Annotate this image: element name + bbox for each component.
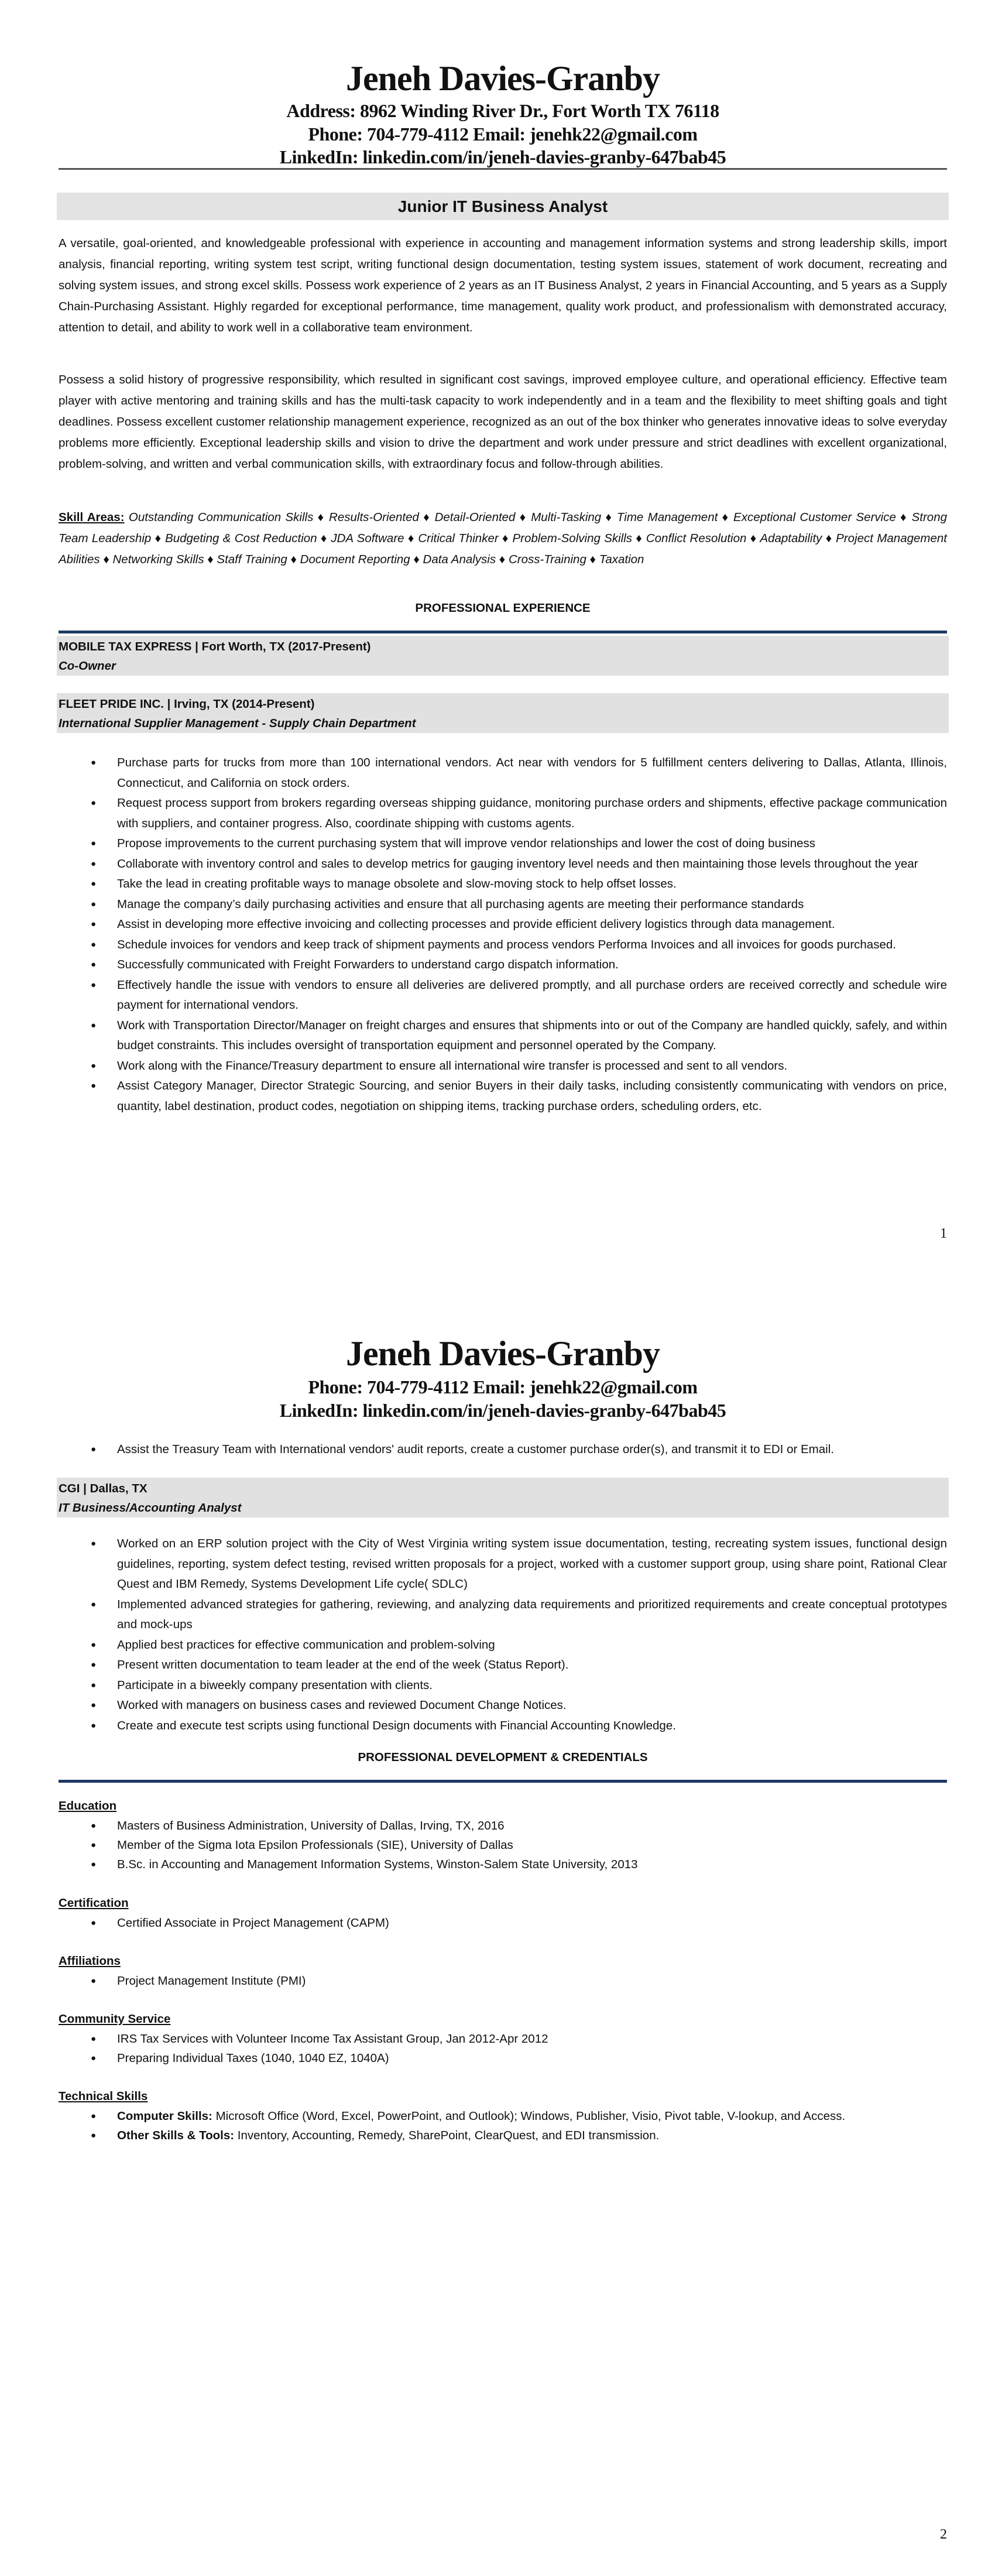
list-item: ● Request process support from brokers regarding overseas shipping guidance, monitoring purchase orders and shipments, effective package communication with suppliers, and container progress. Also, coordinate shipping with customs agents. (59, 793, 947, 834)
item-label: Other Skills & Tools: (117, 2129, 235, 2142)
list-item: ● Work with Transportation Director/Manager on freight charges and ensures that shipments into or out of the Company are handled quickly, safely, and within budget constraints. This includes oversight of transportation equipment and personnel operated by the Company. (59, 1016, 947, 1056)
list-item: ● Project Management Institute (PMI) (59, 1971, 947, 1991)
list-item: ● IRS Tax Services with Volunteer Income Tax Assistant Group, Jan 2012-Apr 2012 (59, 2029, 947, 2049)
list-item: ● Implemented advanced strategies for gathering, reviewing, and analyzing data requirements and prioritized requirements and create conceptual prototypes and mock-ups (59, 1595, 947, 1635)
address: Address: 8962 Winding River Dr., Fort Worth TX 76118 (286, 100, 719, 121)
community-list (59, 2029, 947, 2068)
linkedin: LinkedIn: linkedin.com/in/jeneh-davies-granby-647bab45 (279, 1400, 726, 1421)
company: CGI | Dallas, TX (59, 1482, 147, 1495)
job-title-banner: Junior IT Business Analyst (57, 193, 949, 220)
list-item: ● Work along with the Finance/Treasury department to ensure all international wire transfer is processed and sent to all vendors. (59, 1056, 947, 1077)
list-item: ● Participate in a biweekly company presentation with clients. (59, 1676, 947, 1696)
list-item: ● Propose improvements to the current purchasing system that will improve vendor relationships and lower the cost of doing business (59, 834, 947, 854)
education-label: Education (59, 1799, 117, 1813)
company: FLEET PRIDE INC. | Irving, TX (2014-Present) (59, 697, 315, 711)
community-label: Community Service (59, 2012, 171, 2026)
role: International Supplier Management - Supply Chain Department (59, 717, 416, 730)
certification-section (59, 1893, 947, 1933)
affiliations-section (59, 1951, 947, 1991)
phone-email: Phone: 704-779-4112 Email: jenehk22@gmail.com (308, 1376, 698, 1397)
fleet-pride-bullets (59, 753, 947, 1116)
credentials-divider (59, 1780, 947, 1783)
job-header-fleet-pride (57, 693, 949, 733)
summary-paragraph-1: A versatile, goal-oriented, and knowledgeable professional with experience in accounting and management information systems and strong leadership skills, import analysis, financial reporting, writing system test script, writing functional design documentation, testing system issues, statement of work document, recreating and solving system issues, and strong excel skills. Possess work experience of 2 years as an IT Business Analyst, 2 years in Financial Accounting, and 5 years as a Supply Chain-Purchasing Assistant. Highly regarded for exceptional performance, time management, quality work product, and professionalism with demonstrated accuracy, attention to detail, and ability to work well in a collaborative team environment. (59, 237, 947, 334)
credentials-heading: PROFESSIONAL DEVELOPMENT & CREDENTIALS (358, 1751, 648, 1764)
item-text: Inventory, Accounting, Remedy, SharePoint, ClearQuest, and EDI transmission. (234, 2129, 660, 2142)
list-item: ● Masters of Business Administration, University of Dallas, Irving, TX, 2016 (59, 1816, 947, 1835)
experience-divider (59, 631, 947, 633)
role: IT Business/Accounting Analyst (59, 1501, 242, 1515)
list-item (59, 2126, 947, 2145)
experience-heading: PROFESSIONAL EXPERIENCE (415, 601, 591, 615)
education-list (59, 1816, 947, 1874)
list-item: ● Take the lead in creating profitable ways to manage obsolete and slow-moving stock to help offset losses. (59, 874, 947, 895)
list-item: ● Successfully communicated with Freight Forwarders to understand cargo dispatch information. (59, 955, 947, 975)
job-header-cgi (57, 1478, 949, 1517)
summary-paragraph-2: Possess a solid history of progressive responsibility, which resulted in significant cost savings, improved employee culture, and operational efficiency. Effective team player with active mentoring and training skills and has the multi-task capacity to work independently and in a team and the flexibility to meet shifting goals and tight deadlines. Possess excellent customer relationship management experience, recognized as an out of the box thinker who generates innovative ideas to solve everyday problems more efficiently. Exceptional leadership skills and vision to drive the department and work under pressure and strict deadlines with excellent organizational, problem-solving, and written and verbal communication skills, with extraordinary focus and follow-through abilities. (59, 373, 947, 471)
fleet-pride-bullets-continued (59, 1440, 947, 1460)
technical-label: Technical Skills (59, 2089, 148, 2103)
item-text: Microsoft Office (Word, Excel, PowerPoint, and Outlook); Windows, Publisher, Visio, Pivot table, V-lookup, and Access. (212, 2109, 846, 2123)
certification-list (59, 1913, 947, 1933)
cgi-bullets (59, 1534, 947, 1736)
list-item: ● Collaborate with inventory control and sales to develop metrics for gauging inventory level needs and then maintaining those levels throughout the year (59, 854, 947, 875)
list-item: ● Effectively handle the issue with vendors to ensure all deliveries are delivered promptly, and all purchase orders are received correctly and schedule wire payment for international vendors. (59, 975, 947, 1016)
affiliations-label: Affiliations (59, 1954, 121, 1968)
community-section (59, 2009, 947, 2068)
education-section (59, 1796, 947, 1874)
list-item: ● Schedule invoices for vendors and keep track of shipment payments and process vendors Performa Invoices and all invoices for goods purchased. (59, 935, 947, 955)
page-number: 1 (940, 1226, 947, 1241)
linkedin: LinkedIn: linkedin.com/in/jeneh-davies-granby-647bab45 (279, 146, 726, 167)
phone-email: Phone: 704-779-4112 Email: jenehk22@gmail.com (308, 124, 698, 145)
skill-areas-label: Skill Areas: (59, 511, 125, 524)
technical-section (59, 2087, 947, 2145)
technical-list (59, 2106, 947, 2145)
list-item: ● Member of the Sigma Iota Epsilon Professionals (SIE), University of Dallas (59, 1835, 947, 1855)
list-item: ● Assist the Treasury Team with International vendors' audit reports, create a customer purchase order(s), and transmit it to EDI or Email. (59, 1440, 947, 1460)
list-item: ● Purchase parts for trucks from more than 100 international vendors. Act near with vendors for 5 fulfillment centers delivering to Dallas, Atlanta, Illinois, Connecticut, and California on stock orders. (59, 753, 947, 793)
candidate-name: Jeneh Davies-Granby (346, 59, 660, 98)
list-item: ● Present written documentation to team leader at the end of the week (Status Report). (59, 1655, 947, 1676)
list-item: ● Worked on an ERP solution project with the City of West Virginia writing system issue documentation, testing, recreating system issues, functional design guidelines, reporting, system defect testing, revised written proposals for a project, worked with a customer support group, using share point, Rational Clear Quest and IBM Remedy, Systems Development Life cycle( SDLC) (59, 1534, 947, 1595)
certification-label: Certification (59, 1896, 129, 1910)
list-item: ● Applied best practices for effective communication and problem-solving (59, 1635, 947, 1656)
list-item: ● B.Sc. in Accounting and Management Information Systems, Winston-Salem State University, 2013 (59, 1855, 947, 1874)
item-label: Computer Skills: (117, 2109, 212, 2123)
role: Co-Owner (59, 659, 116, 673)
skill-areas-list: Outstanding Communication Skills ♦ Results-Oriented ♦ Detail-Oriented ♦ Multi-Tasking ♦ Time Management ♦ Exceptional Customer Service ♦ Strong Team Leadership ♦ Budgeting & Cost Reduction ♦ JDA Software ♦ Critical Thinker ♦ Problem-Solving Skills ♦ Conflict Resolution ♦ Adaptability ♦ Project Management Abilities ♦ Networking Skills ♦ Staff Training ♦ Document Reporting ♦ Data Analysis ♦ Cross-Training ♦ Taxation (59, 511, 947, 566)
list-item: ● Preparing Individual Taxes (1040, 1040 EZ, 1040A) (59, 2049, 947, 2068)
list-item: ● Create and execute test scripts using functional Design documents with Financial Accounting Knowledge. (59, 1716, 947, 1736)
job-header-mobile-tax (57, 636, 949, 676)
list-item: ● Assist Category Manager, Director Strategic Sourcing, and senior Buyers in their daily tasks, including consistently communicating with vendors on price, quantity, label destination, product codes, negotiation on shipping items, tracking purchase orders, scheduling orders, etc. (59, 1076, 947, 1116)
page-number: 2 (940, 2527, 947, 2542)
list-item: ● Worked with managers on business cases and reviewed Document Change Notices. (59, 1695, 947, 1716)
header-divider (59, 168, 947, 170)
list-item: ● Certified Associate in Project Management (CAPM) (59, 1913, 947, 1933)
list-item (59, 2106, 947, 2126)
list-item: ● Assist in developing more effective invoicing and collecting processes and provide efficient delivery logistics through data management. (59, 914, 947, 935)
skill-areas (59, 507, 947, 570)
company: MOBILE TAX EXPRESS | Fort Worth, TX (2017-Present) (59, 640, 371, 653)
candidate-name: Jeneh Davies-Granby (346, 1334, 660, 1373)
affiliations-list (59, 1971, 947, 1991)
list-item: ● Manage the company’s daily purchasing activities and ensure that all purchasing agents are meeting their performance standards (59, 895, 947, 915)
